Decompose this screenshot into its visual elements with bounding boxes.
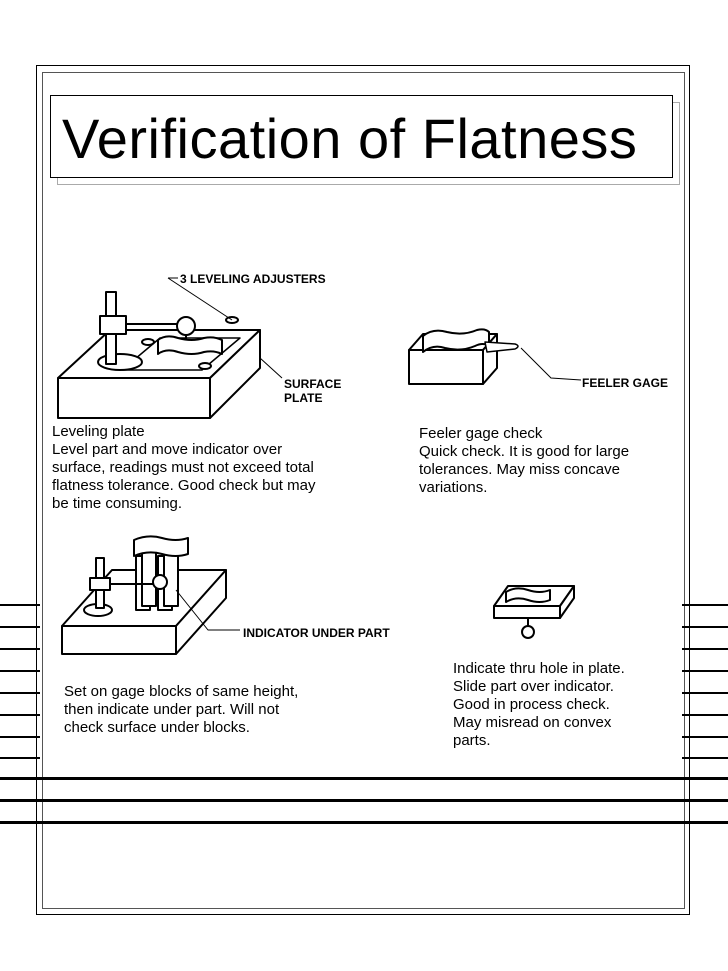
caption-line: Leveling plate [52, 423, 145, 440]
caption-line: Quick check. It is good for large [419, 443, 630, 460]
caption-line: Good in process check. [453, 696, 610, 713]
caption-line: variations. [419, 479, 488, 496]
caption-line: parts. [453, 732, 491, 749]
caption-line: tolerances. May miss concave [419, 461, 620, 478]
caption-line: Slide part over indicator. [453, 678, 614, 695]
thru-hole-illustration [490, 580, 580, 640]
caption-line: surface, readings must not exceed total [52, 459, 314, 476]
feeler-gage-illustration [405, 320, 585, 390]
label-plate: PLATE [284, 391, 323, 405]
label-leveling-adjusters: 3 LEVELING ADJUSTERS [180, 272, 326, 286]
label-indicator-under-part: INDICATOR UNDER PART [243, 626, 390, 640]
caption-line: check surface under blocks. [64, 719, 250, 736]
caption-line: Indicate thru hole in plate. [453, 660, 625, 677]
caption-line: May misread on convex [453, 714, 612, 731]
page-title: Verification of Flatness [62, 107, 638, 170]
label-feeler-gage: FEELER GAGE [582, 376, 669, 390]
leveling-plate-illustration [50, 270, 290, 430]
caption-line: Level part and move indicator over [52, 441, 283, 458]
gage-blocks-illustration [58, 530, 398, 660]
caption-line: Feeler gage check [419, 425, 543, 442]
caption-line: flatness tolerance. Good check but may [52, 477, 316, 494]
caption-line: be time consuming. [52, 495, 183, 512]
caption-line: then indicate under part. Will not [64, 701, 280, 718]
label-surface: SURFACE [284, 377, 342, 391]
caption-line: Set on gage blocks of same height, [64, 683, 299, 700]
